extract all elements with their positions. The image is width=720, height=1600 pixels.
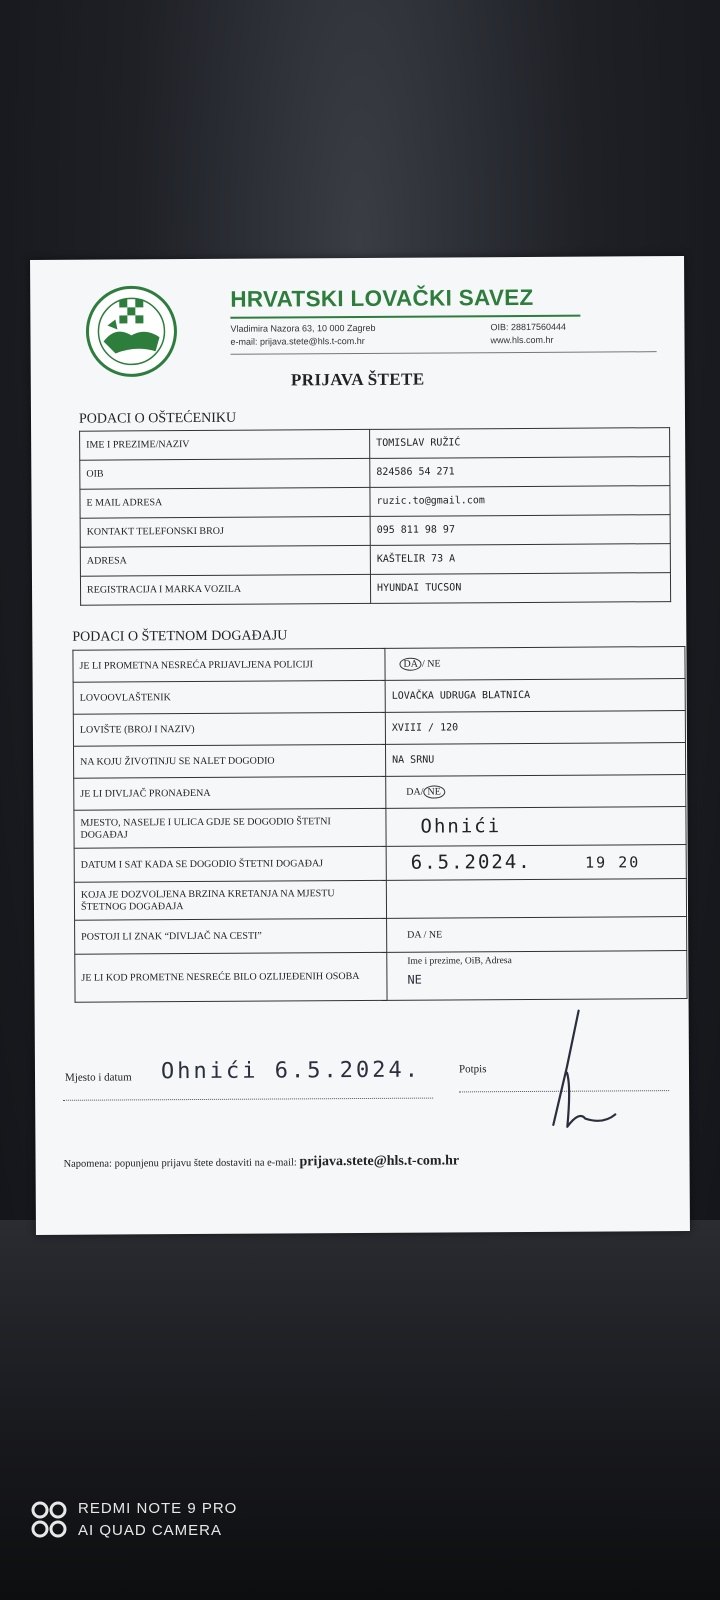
- time-value: 19 20: [585, 852, 641, 872]
- row-label-injured-persons: JE LI KOD PROMETNE NESREĆE BILO OZLIJEĐENIH OSOBA: [75, 952, 387, 1002]
- row-label-oib: OIB: [80, 458, 370, 489]
- row-label-name: IME I PREZIME/NAZIV: [80, 429, 370, 460]
- header-divider: [231, 351, 657, 355]
- option-da-circled[interactable]: DA: [399, 657, 422, 670]
- table-row: [75, 917, 687, 955]
- field-sign[interactable]: DA / NE: [387, 917, 687, 953]
- place-date-line: [63, 1098, 433, 1101]
- place-date-label: Mjesto i datum: [64, 1071, 132, 1084]
- field-game-found[interactable]: [386, 775, 686, 809]
- row-label-phone: KONTAKT TELEFONSKI BROJ: [80, 516, 370, 547]
- organization-address: Vladimira Nazora 63, 10 000 Zagreb: [230, 322, 376, 334]
- field-email[interactable]: ruzic.to@gmail.com: [370, 486, 670, 517]
- place-date-value[interactable]: Ohnići 6.5.2024.: [160, 1057, 421, 1085]
- note-text: Napomena: popunjenu prijavu štete dostaviti na e-mail:: [63, 1157, 297, 1170]
- row-label-vehicle: REGISTRACIJA I MARKA VOZILA: [80, 574, 370, 605]
- row-label-date-time: DATUM I SAT KADA SE DOGODIO ŠTETNI DOGAĐAJ: [74, 846, 386, 882]
- document-title: PRIJAVA ŠTETE: [290, 369, 425, 390]
- quad-camera-icon: [30, 1500, 70, 1540]
- injured-party-table: [79, 427, 671, 606]
- watermark-camera: AI QUAD CAMERA: [78, 1522, 223, 1539]
- field-location[interactable]: Ohnići: [386, 807, 686, 847]
- row-label-hunting-authority: LOVOOVLAŠTENIK: [73, 680, 385, 714]
- table-row: [75, 951, 687, 1003]
- date-value: 6.5.2024.: [410, 850, 532, 874]
- table-row: [74, 775, 686, 811]
- field-vehicle[interactable]: HYUNDAI TUCSON: [370, 573, 670, 604]
- submission-note: [64, 1153, 460, 1171]
- row-label-location: MJESTO, NASELJE I ULICA GDJE SE DOGODIO ŠTETNI DOGAĐAJ: [74, 808, 386, 848]
- option-ne-circled[interactable]: NE: [423, 785, 444, 798]
- table-row: [74, 879, 686, 921]
- field-speed-limit[interactable]: [386, 879, 686, 919]
- table-row: [80, 457, 670, 490]
- row-label-game-found: JE LI DIVLJAČ PRONAĐENA: [74, 776, 386, 810]
- table-row: [80, 428, 670, 461]
- table-row: [80, 544, 670, 577]
- organization-name: HRVATSKI LOVAČKI SAVEZ: [230, 284, 534, 312]
- option-ne[interactable]: NE: [427, 658, 441, 670]
- section-title-incident: PODACI O ŠTETNOM DOGAĐAJU: [72, 628, 288, 645]
- incident-table: [72, 646, 687, 1003]
- table-row: [80, 573, 670, 606]
- field-oib[interactable]: 824586 54 271: [370, 457, 670, 488]
- table-row: [80, 486, 670, 519]
- field-name[interactable]: TOMISLAV RUŽIĆ: [370, 428, 670, 459]
- field-hunting-ground[interactable]: XVIII / 120: [385, 711, 685, 745]
- row-label-police-report: JE LI PROMETNA NESREĆA PRIJAVLJENA POLICIJI: [73, 648, 385, 682]
- organization-underline: [230, 315, 580, 319]
- injured-persons-value: NE: [407, 972, 422, 987]
- table-row: [73, 679, 685, 715]
- note-email[interactable]: prijava.stete@hls.t-com.hr: [299, 1153, 460, 1170]
- injured-persons-hint: Ime i prezime, OiB, Adresa: [407, 956, 512, 967]
- row-label-hunting-ground: LOVIŠTE (BROJ I NAZIV): [73, 712, 385, 746]
- row-label-address: ADRESA: [80, 545, 370, 576]
- table-row: [74, 807, 686, 849]
- row-label-animal: NA KOJU ŽIVOTINJU SE NALET DOGODIO: [73, 744, 385, 778]
- organization-oib: OIB: 28817560444: [490, 321, 567, 333]
- option-separator: /: [420, 786, 424, 798]
- watermark-model: REDMI NOTE 9 PRO: [78, 1500, 238, 1517]
- damage-report-form: [30, 256, 690, 1235]
- row-label-email: E MAIL ADRESA: [80, 487, 370, 518]
- background-surface: [0, 1220, 720, 1600]
- field-hunting-authority[interactable]: LOVAČKA UDRUGA BLATNICA: [385, 679, 685, 713]
- organization-website: www.hls.com.hr: [490, 334, 554, 346]
- table-row: [73, 743, 685, 779]
- field-address[interactable]: KAŠTELIR 73 A: [370, 544, 670, 575]
- option-da[interactable]: DA: [406, 786, 421, 798]
- organization-email: e-mail: prijava.stete@hls.t-com.hr: [230, 335, 365, 347]
- table-row: [73, 647, 685, 683]
- row-label-sign: POSTOJI LI ZNAK “DIVLJAČ NA CESTI”: [75, 918, 387, 954]
- field-police-report[interactable]: [385, 647, 685, 681]
- table-row: [74, 845, 686, 883]
- row-label-speed-limit: KOJA JE DOZVOLJENA BRZINA KRETANJA NA MJESTU ŠTETNOG DOGAĐAJA: [74, 880, 386, 920]
- table-row: [73, 711, 685, 747]
- signature-label: Potpis: [458, 1063, 487, 1076]
- field-animal[interactable]: NA SRNU: [385, 743, 685, 777]
- table-row: [80, 515, 670, 548]
- handwritten-signature[interactable]: [523, 1006, 634, 1137]
- association-logo: [85, 285, 178, 378]
- section-title-injured-party: PODACI O OŠTEĆENIKU: [78, 410, 237, 427]
- field-injured-persons[interactable]: [387, 951, 687, 1001]
- field-date-time[interactable]: [386, 845, 686, 881]
- field-phone[interactable]: 095 811 98 97: [370, 515, 670, 546]
- option-separator: /: [421, 658, 425, 670]
